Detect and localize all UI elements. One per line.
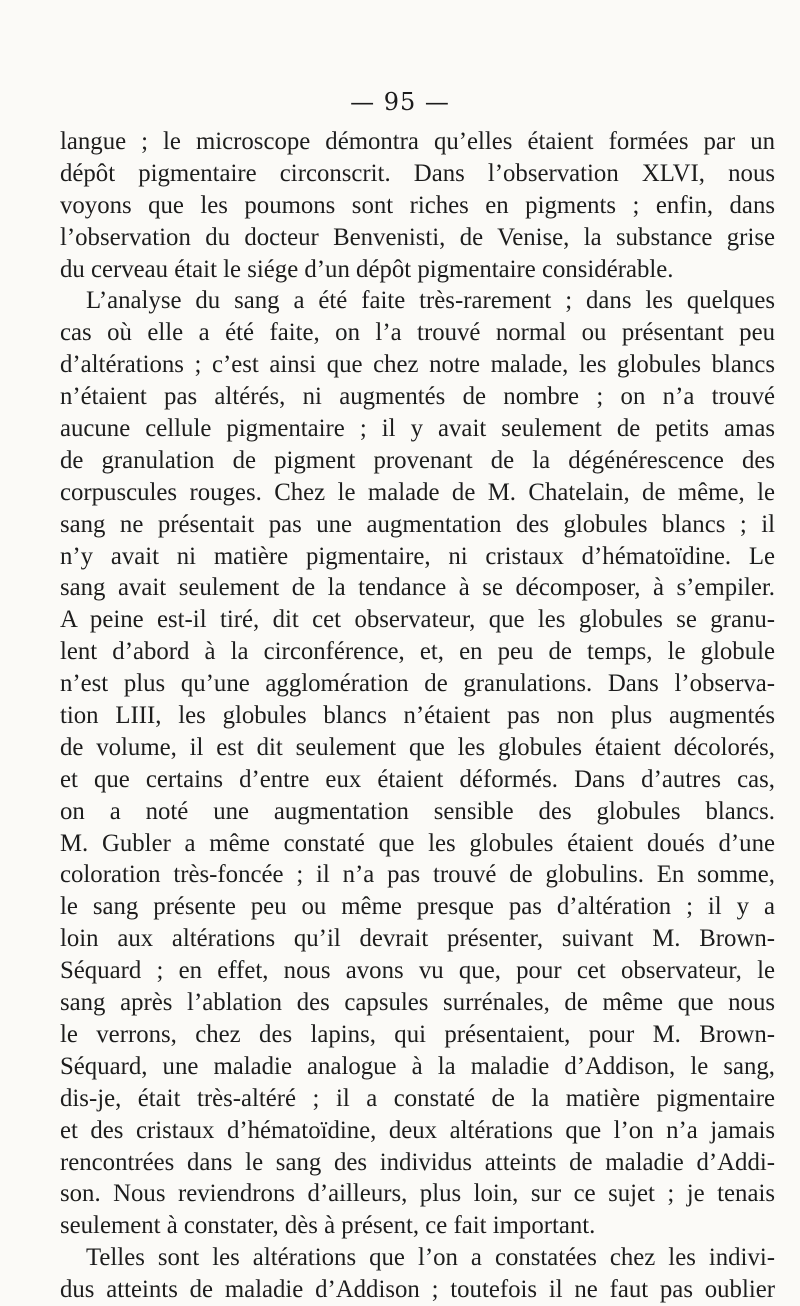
text-line: langue ; le microscope démontra qu’elles étaient formées par un [60,128,775,155]
text-line: loin aux altérations qu’il devrait présenter, suivant M. Brown- [60,925,775,953]
text-line: lent d’abord à la circonférence, et, en peu de temps, le globule [60,638,775,666]
text-line: tion LIII, les globules blancs n’étaient pas non plus augmentés [60,702,775,730]
text-line: coloration très-foncée ; il n’a pas trouvé de globulins. En somme, [60,861,775,889]
text-line: dépôt pigmentaire circonscrit. Dans l’observation XLVI, nous [60,159,775,187]
text-line: dis-je, était très-altéré ; il a constaté de la matière pigmentaire [60,1084,775,1112]
text-line: seulement à constater, dès à présent, ce fait important. [60,1212,596,1240]
text-line: sang après l’ablation des capsules surrénales, de même que nous [60,989,775,1017]
text-line: Séquard, une maladie analogue à la maladie d’Addison, le sang, [60,1052,775,1080]
page-number: — 95 — [350,88,450,116]
text-line: sang ne présentait pas une augmentation des globules blancs ; il [60,510,775,538]
text-line: le sang présente peu ou même presque pas d’altération ; il y a [60,893,775,921]
text-line: cas où elle a été faite, on l’a trouvé normal ou présentant peu [60,319,775,347]
text-line: corpuscules rouges. Chez le malade de M. Chatelain, de même, le [60,478,775,506]
text-line: et que certains d’entre eux étaient déformés. Dans d’autres cas, [60,765,775,793]
text-line: rencontrées dans le sang des individus atteints de maladie d’Addi- [60,1148,775,1176]
text-line: sang avait seulement de la tendance à se décomposer, à s’empiler. [60,574,775,602]
text-line: d’altérations ; c’est ainsi que chez notre malade, les globules blancs [60,351,775,379]
text-line: de granulation de pigment provenant de la dégénérescence des [60,446,775,474]
text-line: n’y avait ni matière pigmentaire, ni cristaux d’hématoïdine. Le [60,542,775,570]
text-line: le verrons, chez des lapins, qui présentaient, pour M. Brown- [60,1020,775,1048]
body-text [60,126,775,1306]
text-line: aucune cellule pigmentaire ; il y avait seulement de petits amas [60,415,775,443]
text-line: on a noté une augmentation sensible des globules blancs. [60,797,775,825]
text-line: du cerveau était le siége d’un dépôt pigmentaire considérable. [60,255,674,283]
text-line: M. Gubler a même constaté que les globules étaient doués d’une [60,829,775,857]
text-line: n’étaient pas altérés, ni augmentés de nombre ; on n’a trouvé [60,383,775,411]
text-line: et des cristaux d’hématoïdine, deux altérations que l’on n’a jamais [60,1116,775,1144]
text-line: dus atteints de maladie d’Addison ; toutefois il ne faut pas oublier [60,1276,775,1304]
paragraph-first-line: L’analyse du sang a été faite très-rarement ; dans les quelques [86,287,775,315]
text-line: de volume, il est dit seulement que les globules étaient décolorés, [60,733,775,761]
text-line: Séquard ; en effet, nous avons vu que, pour cet observateur, le [60,957,775,985]
text-line: l’observation du docteur Benvenisti, de Venise, la substance grise [60,223,775,251]
text-line: A peine est-il tiré, dit cet observateur, que les globules se granu- [60,606,775,634]
text-line: voyons que les poumons sont riches en pigments ; enfin, dans [60,191,775,219]
text-line: son. Nous reviendrons d’ailleurs, plus loin, sur ce sujet ; je tenais [60,1180,775,1208]
text-line: n’est plus qu’une agglomération de granulations. Dans l’observa- [60,670,775,698]
paragraph-first-line: Telles sont les altérations que l’on a constatées chez les indivi- [86,1244,775,1272]
